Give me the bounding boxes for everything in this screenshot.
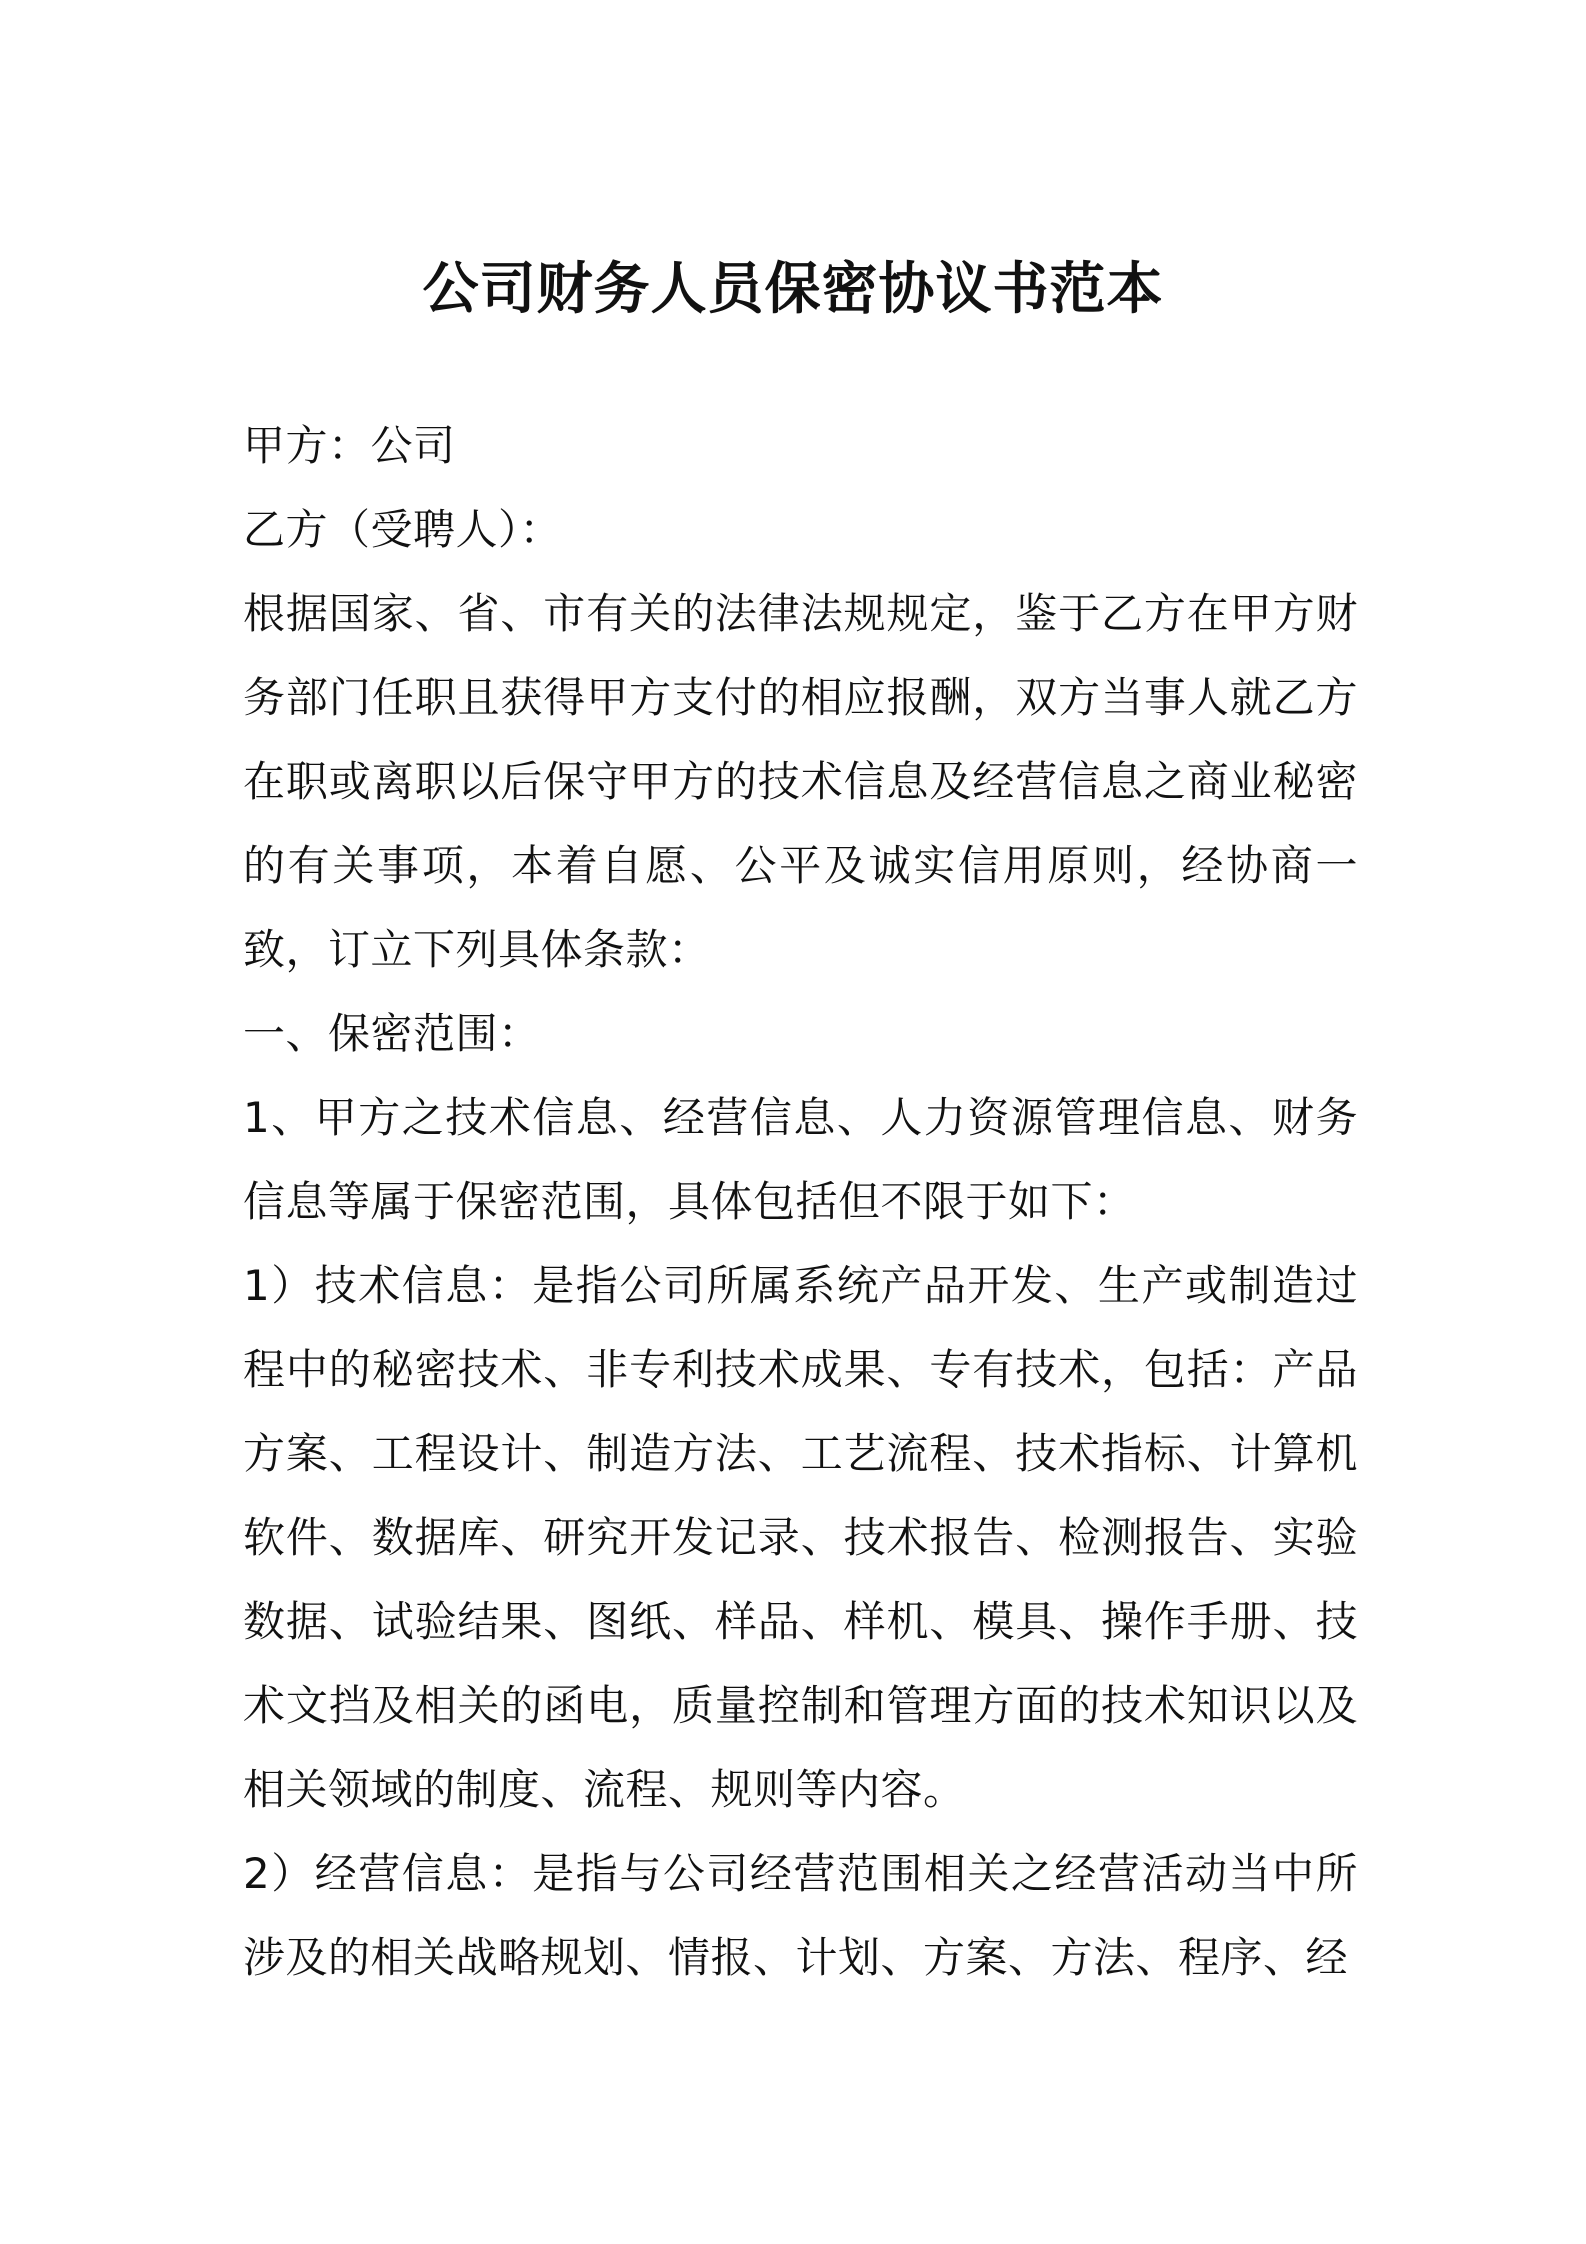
clause-1: 1、甲方之技术信息、经营信息、人力资源管理信息、财务信息等属于保密范围，具体包括但不限于如下： xyxy=(243,1093,1358,1226)
document-title: 公司财务人员保密协议书范本 xyxy=(422,257,1164,322)
section-heading-confidentiality-scope: 一、保密范围： xyxy=(243,1009,541,1058)
document-body xyxy=(243,404,1358,2000)
party-b-line: 乙方（受聘人）： xyxy=(243,505,563,554)
clause-2-business-info: 2）经营信息：是指与公司经营范围相关之经营活动当中所涉及的相关战略规划、情报、计划、方案、方法、程序、经 xyxy=(243,1849,1358,1982)
preamble-paragraph: 根据国家、省、市有关的法律法规规定，鉴于乙方在甲方财务部门任职且获得甲方支付的相应报酬，双方当事人就乙方在职或离职以后保守甲方的技术信息及经营信息之商业秘密的有关事项，本着自愿、公平及诚实信用原则，经协商一致，订立下列具体条款： xyxy=(243,589,1358,974)
clause-1-technical-info: 1）技术信息：是指公司所属系统产品开发、生产或制造过程中的秘密技术、非专利技术成果、专有技术，包括：产品方案、工程设计、制造方法、工艺流程、技术指标、计算机软件、数据库、研究开发记录、技术报告、检测报告、实验数据、试验结果、图纸、样品、样机、模具、操作手册、技术文挡及相关的函电，质量控制和管理方面的技术知识以及相关领域的制度、流程、规则等内容。 xyxy=(243,1261,1358,1814)
party-a-line: 甲方：公司 xyxy=(243,421,456,470)
